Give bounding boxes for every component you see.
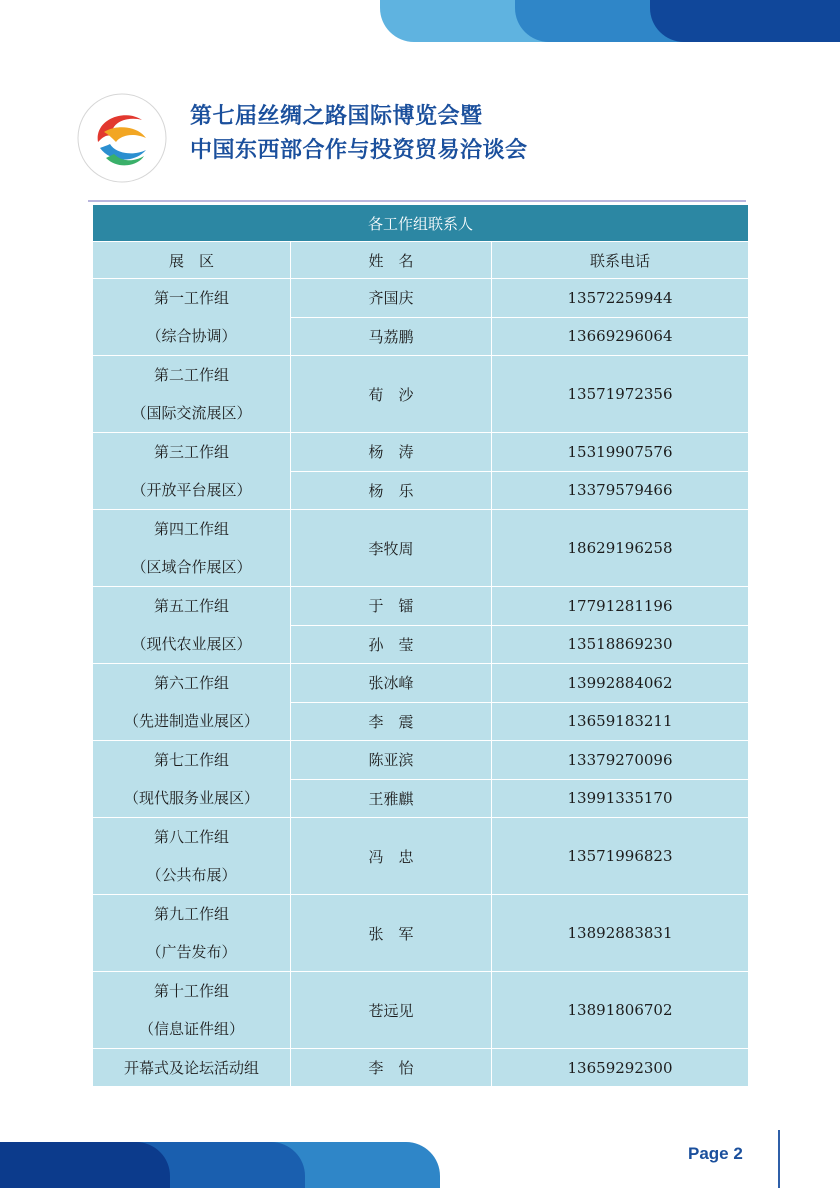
contact-name: 杨 乐 — [291, 471, 492, 510]
work-group-cell — [93, 741, 291, 818]
work-group-cell — [93, 972, 291, 1049]
work-group-name: 第六工作组 — [153, 674, 229, 692]
work-group-name: 第四工作组 — [153, 520, 229, 538]
contact-name: 李 震 — [291, 702, 492, 741]
contact-name: 苍远见 — [291, 972, 492, 1049]
work-group-cell — [93, 1049, 291, 1087]
work-group-cell — [93, 356, 291, 433]
contact-name: 荀 沙 — [291, 356, 492, 433]
work-group-area: （国际交流展区） — [131, 404, 252, 422]
contact-phone: 13572259944 — [492, 279, 749, 318]
document-title — [190, 100, 528, 168]
header-divider — [88, 200, 746, 202]
work-group-name: 开幕式及论坛活动组 — [123, 1058, 259, 1077]
contact-phone: 13659292300 — [492, 1049, 749, 1087]
work-group-name: 第十工作组 — [153, 982, 229, 1000]
contact-name: 李 怡 — [291, 1049, 492, 1087]
table-caption-row — [93, 205, 749, 242]
work-group-area: （信息证件组） — [138, 1020, 244, 1038]
contact-phone: 13669296064 — [492, 317, 749, 356]
expo-logo-icon — [76, 92, 168, 184]
contact-phone: 13379270096 — [492, 741, 749, 780]
column-header-row — [93, 242, 749, 279]
table-row — [93, 818, 749, 895]
contacts-table-body — [93, 205, 749, 1087]
contact-phone: 13571996823 — [492, 818, 749, 895]
work-group-name: 第五工作组 — [153, 597, 229, 615]
contact-name: 杨 涛 — [291, 433, 492, 472]
work-group-area: （开放平台展区） — [131, 481, 252, 499]
work-group-name: 第三工作组 — [153, 443, 229, 461]
contact-name: 孙 莹 — [291, 625, 492, 664]
contact-phone: 13991335170 — [492, 779, 749, 818]
contact-phone: 13891806702 — [492, 972, 749, 1049]
contact-phone: 13892883831 — [492, 895, 749, 972]
work-group-area: （先进制造业展区） — [123, 712, 259, 730]
contact-name: 李牧周 — [291, 510, 492, 587]
contact-name: 陈亚滨 — [291, 741, 492, 780]
table-row — [93, 279, 749, 318]
work-group-area: （现代服务业展区） — [123, 789, 259, 807]
contact-phone: 15319907576 — [492, 433, 749, 472]
column-header-name: 姓 名 — [291, 242, 492, 279]
work-group-name: 第九工作组 — [153, 905, 229, 923]
contact-name: 冯 忠 — [291, 818, 492, 895]
work-group-cell — [93, 664, 291, 741]
table-row — [93, 587, 749, 626]
work-group-area: （综合协调） — [146, 327, 237, 345]
table-row — [93, 741, 749, 780]
work-group-name: 第一工作组 — [153, 289, 229, 307]
work-group-area: （广告发布） — [146, 943, 237, 961]
table-row — [93, 664, 749, 703]
page-number-divider — [778, 1130, 780, 1188]
title-line-1: 第七届丝绸之路国际博览会暨 — [190, 104, 483, 129]
title-line-2: 中国东西部合作与投资贸易洽谈会 — [190, 138, 528, 163]
contact-name: 张 军 — [291, 895, 492, 972]
table-row — [93, 510, 749, 587]
contacts-table — [92, 204, 749, 1087]
table-row — [93, 433, 749, 472]
contact-phone: 13518869230 — [492, 625, 749, 664]
contact-name: 于 镭 — [291, 587, 492, 626]
contact-phone: 18629196258 — [492, 510, 749, 587]
contact-name: 张冰峰 — [291, 664, 492, 703]
work-group-cell — [93, 587, 291, 664]
work-group-area: （区域合作展区） — [131, 558, 252, 576]
contact-phone: 13571972356 — [492, 356, 749, 433]
work-group-name: 第八工作组 — [153, 828, 229, 846]
work-group-name: 第七工作组 — [153, 751, 229, 769]
top-banner-dark — [650, 0, 840, 42]
work-group-cell — [93, 895, 291, 972]
table-caption: 各工作组联系人 — [93, 205, 749, 242]
contact-name: 齐国庆 — [291, 279, 492, 318]
work-group-cell — [93, 433, 291, 510]
work-group-area: （公共布展） — [146, 866, 237, 884]
column-header-area: 展 区 — [93, 242, 291, 279]
page-number: Page 2 — [688, 1144, 743, 1163]
column-header-phone: 联系电话 — [492, 242, 749, 279]
bottom-banner-dark — [0, 1142, 170, 1188]
contact-phone: 13379579466 — [492, 471, 749, 510]
contact-name: 王雅麒 — [291, 779, 492, 818]
work-group-cell — [93, 510, 291, 587]
table-row — [93, 972, 749, 1049]
work-group-area: （现代农业展区） — [131, 635, 252, 653]
contact-phone: 13992884062 — [492, 664, 749, 703]
table-row — [93, 1049, 749, 1087]
contact-phone: 13659183211 — [492, 702, 749, 741]
contact-phone: 17791281196 — [492, 587, 749, 626]
top-banner — [0, 0, 840, 42]
work-group-cell — [93, 279, 291, 356]
contact-name: 马荔鹏 — [291, 317, 492, 356]
work-group-cell — [93, 818, 291, 895]
table-row — [93, 356, 749, 433]
table-row — [93, 895, 749, 972]
work-group-name: 第二工作组 — [153, 366, 229, 384]
